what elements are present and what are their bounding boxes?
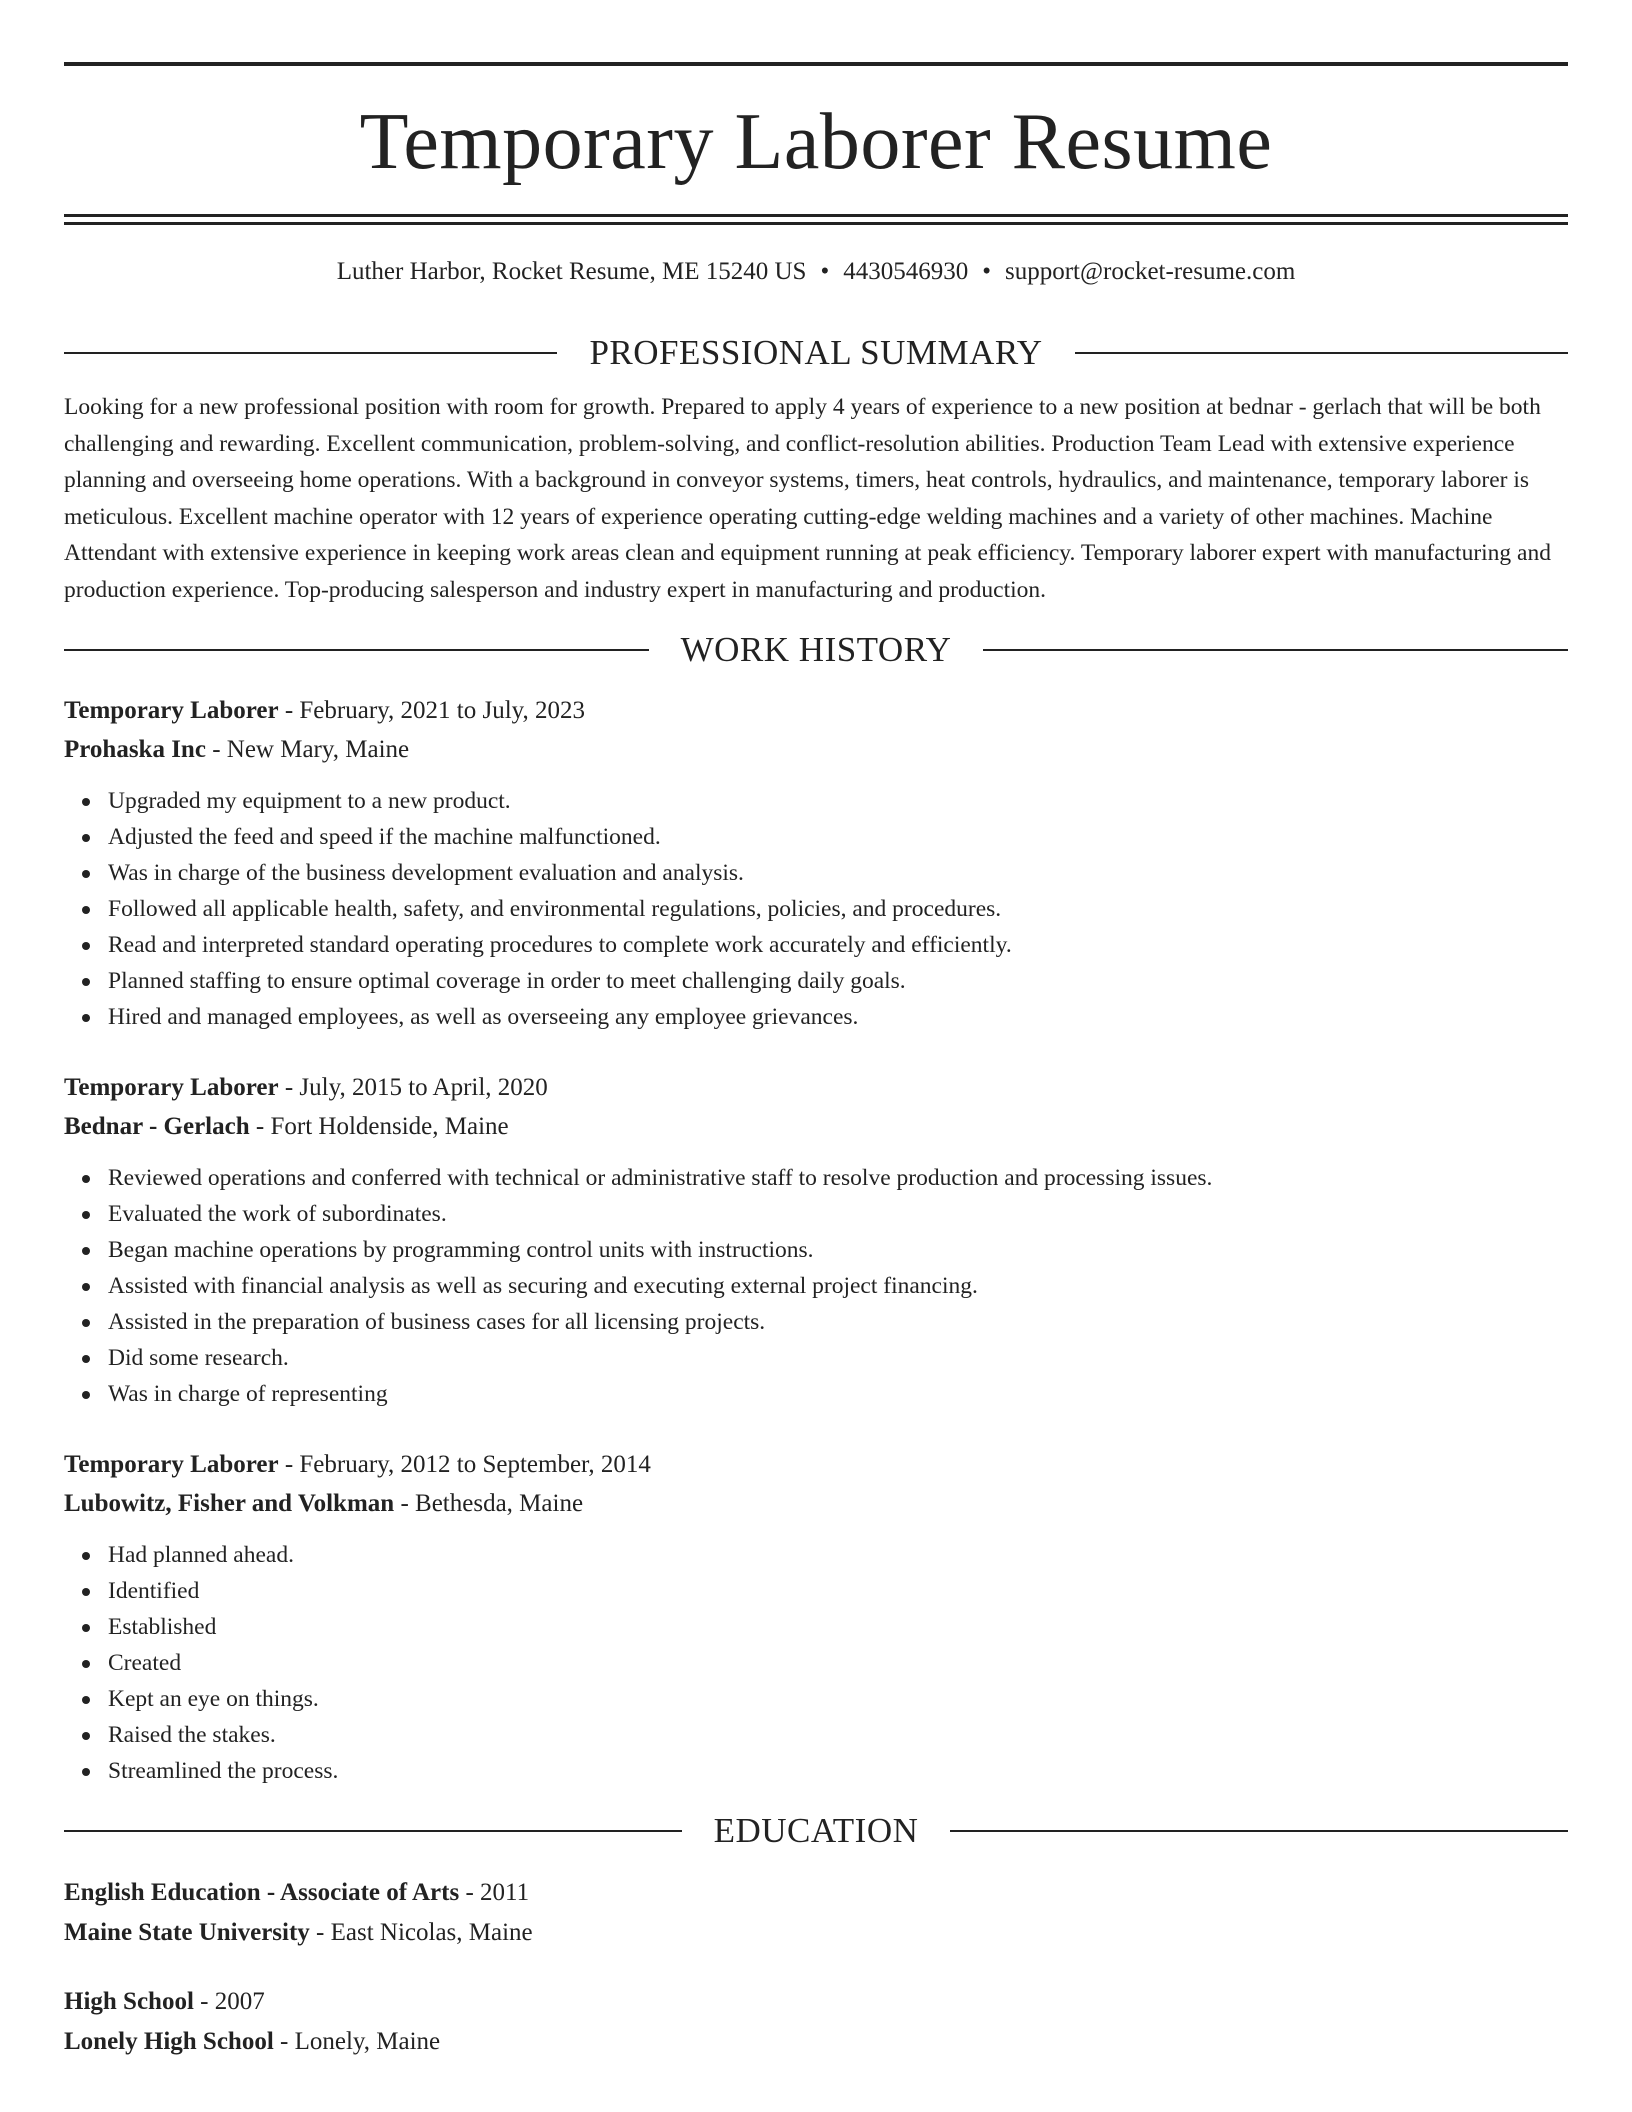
duty-text: Identified [108,1578,200,1604]
duty-list-item [108,1609,1568,1645]
job-company: Prohaska Inc [64,735,206,763]
education-school-line [64,2022,1568,2062]
job-title-line [64,692,1568,731]
education-year: - 2007 [193,1988,265,2015]
duty-list-item [108,1376,1568,1412]
education-year: - 2011 [459,1879,530,1906]
bullet-icon [82,1588,90,1596]
job-title: Temporary Laborer [64,697,279,724]
resume-page [0,62,1632,2112]
duty-list-item [108,783,1568,819]
heading-rule-left [64,649,649,651]
job-location: - Fort Holdenside, Maine [249,1112,509,1140]
duty-list-item [108,963,1568,999]
work-heading-label: WORK HISTORY [680,630,952,669]
duty-list-item [108,855,1568,891]
job-entry [64,692,1568,1035]
job-entry [64,1069,1568,1412]
duty-text: Assisted in the preparation of business cases for all licensing projects. [108,1309,766,1335]
heading-rule-left [64,352,557,354]
heading-rule-left [64,1830,682,1832]
job-duties-list [64,1160,1568,1412]
contact-separator: • [982,258,991,285]
duty-text: Had planned ahead. [108,1542,294,1568]
bullet-icon [82,870,90,878]
duty-list-item [108,927,1568,963]
education-entry [64,1873,1568,1952]
job-entry [64,1446,1568,1789]
duty-text: Planned staffing to ensure optimal coverage in order to meet challenging daily goals. [108,968,906,994]
bullet-icon [82,1696,90,1704]
duty-list-item [108,1645,1568,1681]
duty-text: Did some research. [108,1345,289,1371]
bullet-icon [82,906,90,914]
job-company: Bednar - Gerlach [64,1112,250,1140]
duty-text: Reviewed operations and conferred with technical or administrative staff to resolve production and processing issues. [108,1165,1213,1191]
bullet-icon [82,1355,90,1363]
bullet-icon [82,1175,90,1183]
job-dates: - July, 2015 to April, 2020 [278,1074,548,1101]
education-list [64,1873,1568,2061]
education-degree: English Education - Associate of Arts [64,1879,460,1906]
work-history-list [64,692,1568,1789]
education-location: - East Nicolas, Maine [309,1918,533,1946]
bullet-icon [82,978,90,986]
job-location: - New Mary, Maine [205,735,410,763]
education-entry [64,1982,1568,2061]
bullet-icon [82,1732,90,1740]
summary-heading-label: PROFESSIONAL SUMMARY [589,333,1043,372]
duty-text: Established [108,1614,217,1640]
duty-list-item [108,1160,1568,1196]
duty-list-item [108,1340,1568,1376]
contact-line [64,257,1568,287]
heading-rule-right [983,649,1568,651]
duty-list-item [108,1232,1568,1268]
job-dates: - February, 2012 to September, 2014 [278,1451,651,1478]
duty-text: Kept an eye on things. [108,1686,319,1712]
bullet-icon [82,942,90,950]
job-company-line [64,1485,1568,1524]
bullet-icon [82,1014,90,1022]
education-degree-line [64,1982,1568,2022]
education-school: Lonely High School [64,2027,274,2055]
duty-list-item [108,1196,1568,1232]
bullet-icon [82,1247,90,1255]
work-section-heading [64,630,1568,670]
job-title: Temporary Laborer [64,1074,279,1101]
job-dates: - February, 2021 to July, 2023 [278,697,586,724]
contact-separator: • [820,258,830,285]
bullet-icon [82,798,90,806]
resume-title: Temporary Laborer Resume [359,98,1273,186]
bullet-icon [82,1624,90,1632]
duty-text: Streamlined the process. [108,1758,339,1784]
duty-text: Upgraded my equipment to a new product. [108,788,511,814]
duty-text: Assisted with financial analysis as well as securing and executing external project financing. [108,1273,978,1299]
contact-phone: 4430546930 [843,258,969,285]
heading-rule-right [950,1830,1568,1832]
duty-list-item [108,1717,1568,1753]
job-title-line [64,1446,1568,1485]
bullet-icon [82,1319,90,1327]
bullet-icon [82,834,90,842]
duty-text: Read and interpreted standard operating procedures to complete work accurately and efficiently. [108,932,1012,958]
summary-section-heading [64,333,1568,373]
job-duties-list [64,1537,1568,1789]
duty-list-item [108,1573,1568,1609]
duty-list-item [108,1753,1568,1789]
duty-text: Created [108,1650,182,1676]
duty-text: Adjusted the feed and speed if the machine malfunctioned. [108,824,661,850]
duty-list-item [108,819,1568,855]
bullet-icon [82,1552,90,1560]
duty-text: Was in charge of the business development evaluation and analysis. [108,860,744,886]
education-degree-line [64,1873,1568,1913]
duty-text: Began machine operations by programming control units with instructions. [108,1237,814,1263]
contact-address: Luther Harbor, Rocket Resume, ME 15240 US [336,258,807,285]
job-location: - Bethesda, Maine [394,1489,584,1517]
education-section-heading [64,1811,1568,1851]
bullet-icon [82,1768,90,1776]
duty-text: Hired and managed employees, as well as overseeing any employee grievances. [108,1004,859,1030]
duty-list-item [108,1268,1568,1304]
duty-list-item [108,891,1568,927]
duty-list-item [108,1681,1568,1717]
top-rule [64,62,1568,66]
bullet-icon [82,1283,90,1291]
education-degree: High School [64,1988,194,2015]
job-company-line [64,731,1568,770]
title-double-rule [64,214,1568,225]
duty-list-item [108,1304,1568,1340]
education-school-line [64,1913,1568,1953]
job-company: Lubowitz, Fisher and Volkman [64,1489,395,1517]
bullet-icon [82,1660,90,1668]
summary-text: Looking for a new professional position with room for growth. Prepared to apply 4 years of experience to a new position at bednar - gerlach that will be both challenging and rewarding. Excellent communication, problem-solving, and conflict-resolution abilities. Production Team Lead with extensive experience planning and overseeing home operations. With a background in conveyor systems, timers, heat controls, hydraulics, and maintenance, temporary laborer is meticulous. Excellent machine operator with 12 years of experience operating cutting-edge welding machines and a variety of other machines. Machine Attendant with extensive experience in keeping work areas clean and equipment running at peak efficiency. Temporary laborer expert with manufacturing and production experience. Top-producing salesperson and industry expert in manufacturing and production. [64,394,1551,603]
duty-list-item [108,999,1568,1035]
duty-list-item [108,1537,1568,1573]
job-title: Temporary Laborer [64,1451,279,1478]
job-title-line [64,1069,1568,1108]
heading-rule-right [1075,352,1568,354]
bullet-icon [82,1211,90,1219]
job-duties-list [64,783,1568,1035]
job-company-line [64,1108,1568,1147]
education-heading-label: EDUCATION [713,1811,919,1850]
duty-text: Was in charge of representing [108,1381,388,1407]
contact-email: support@rocket-resume.com [1005,258,1296,285]
duty-text: Evaluated the work of subordinates. [108,1201,447,1227]
education-location: - Lonely, Maine [273,2027,441,2055]
bullet-icon [82,1391,90,1399]
education-school: Maine State University [64,1918,310,1946]
duty-text: Raised the stakes. [108,1722,276,1748]
duty-text: Followed all applicable health, safety, and environmental regulations, policies, and procedures. [108,896,1002,922]
